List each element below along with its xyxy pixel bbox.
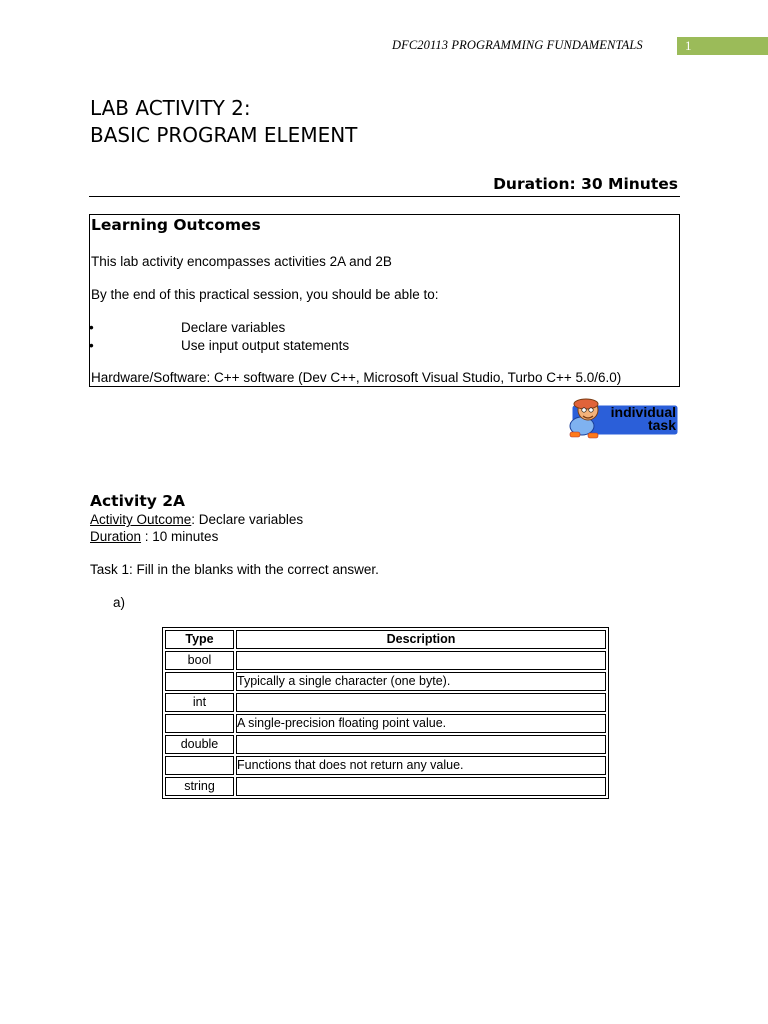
table-row: [165, 714, 606, 733]
table-row: [165, 651, 606, 670]
page-title: [90, 95, 357, 149]
badge-line-1: individual: [610, 404, 676, 420]
course-header: DFC20113 PROGRAMMING FUNDAMENTALS: [392, 38, 643, 52]
description-cell: Typically a single character (one byte).: [236, 672, 606, 691]
page-number: 1: [685, 38, 692, 53]
description-cell[interactable]: [236, 735, 606, 754]
table-row: [165, 693, 606, 712]
type-cell: int: [165, 693, 234, 712]
type-cell[interactable]: [165, 756, 234, 775]
description-cell[interactable]: [236, 651, 606, 670]
table-header-row: [165, 630, 606, 649]
outcome-bullet-1: Declare variables: [181, 320, 286, 335]
column-header-type: Type: [165, 630, 234, 649]
activity-duration-label: Duration: [90, 529, 142, 544]
table-row: [165, 672, 606, 691]
description-cell[interactable]: [236, 777, 606, 796]
column-header-description: Description: [236, 630, 606, 649]
activity-outcome-value: : Declare variables: [191, 512, 304, 527]
activity-duration-value: : 10 minutes: [141, 529, 219, 544]
task-instruction: Task 1: Fill in the blanks with the correct answer.: [90, 562, 379, 577]
type-cell: bool: [165, 651, 234, 670]
table-row: [165, 735, 606, 754]
title-line-2: BASIC PROGRAM ELEMENT: [90, 123, 358, 147]
activity-heading: Activity 2A: [90, 492, 186, 510]
table-row: [165, 756, 606, 775]
hardware-software: Hardware/Software: C++ software (Dev C++, Microsoft Visual Studio, Turbo C++ 5.0/6.0): [91, 370, 622, 385]
description-cell[interactable]: [236, 693, 606, 712]
title-line-1: LAB ACTIVITY 2:: [90, 96, 251, 120]
table-row: [165, 777, 606, 796]
type-cell[interactable]: [165, 672, 234, 691]
activity-duration: [90, 529, 218, 544]
bullet-icon: •: [89, 320, 94, 335]
page-number-box: [677, 37, 768, 55]
outcomes-lead: By the end of this practical session, you should be able to:: [91, 287, 439, 302]
learning-outcomes-heading: Learning Outcomes: [91, 216, 261, 234]
total-duration: Duration: 30 Minutes: [493, 175, 678, 193]
data-types-table: [162, 627, 609, 799]
type-cell[interactable]: [165, 714, 234, 733]
badge-line-2: task: [647, 417, 676, 433]
divider-rule: [89, 196, 680, 197]
activity-outcome: [90, 512, 303, 527]
outcome-bullet-2: Use input output statements: [181, 338, 350, 353]
individual-task-badge: [566, 396, 678, 440]
activity-outcome-label: Activity Outcome: [90, 512, 192, 527]
bullet-icon: •: [89, 338, 94, 353]
description-cell: Functions that does not return any value.: [236, 756, 606, 775]
type-cell: string: [165, 777, 234, 796]
type-cell: double: [165, 735, 234, 754]
outcomes-intro: This lab activity encompasses activities 2A and 2B: [91, 254, 392, 269]
sub-question-label: a): [113, 595, 126, 610]
description-cell: A single-precision floating point value.: [236, 714, 606, 733]
